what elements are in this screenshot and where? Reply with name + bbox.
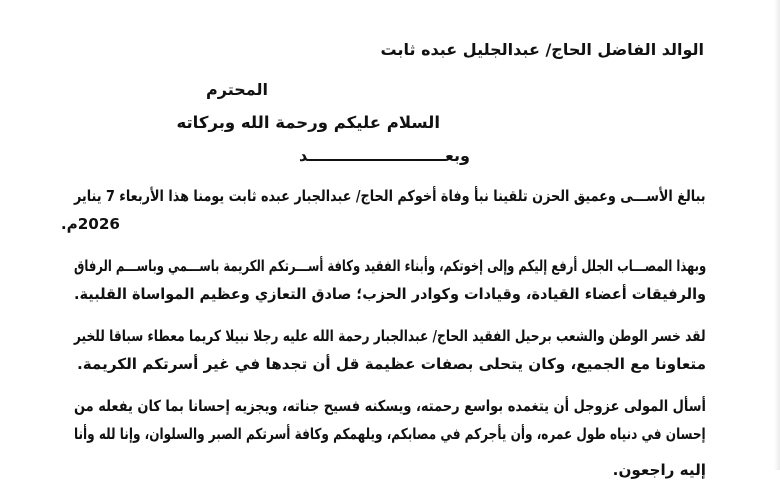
paragraph-2-line-2: والرفيقات أعضاء القيادة، وقيادات وكوادر الحزب؛ صادق التعازي وعظيم المواساة القلبية.: [73, 285, 706, 303]
opening-line: وبعـــــــــــــــــــــــــد: [299, 146, 470, 165]
paragraph-2-line-1: وبهذا المصـــاب الجلل أرفع إليكم وإلى إخوتكم، وأبناء الفقيد وكافة أســـرتكم الكريمة باســـمي وباســـم الرفاق: [73, 257, 706, 275]
paragraph-3-line-2: متعاونا مع الجميع، وكان يتحلى بصفات عظيمة قل أن تجدها في غير أسرتكم الكريمة.: [76, 355, 706, 373]
paragraph-1-line-1: ببالغ الأســـى وعميق الحزن تلقينا نبأ وفاة أخوكم الحاج/ عبدالجبار عبده ثابت يومنا هذا الأربعاء 7 يناير: [74, 187, 706, 205]
addressee-line: الوالد الفاضل الحاج/ عبدالجليل عبده ثابت: [380, 40, 704, 59]
paragraph-4-line-3: إليه راجعون.: [612, 461, 706, 479]
paragraph-3-line-1: لقد خسر الوطن والشعب برحيل الفقيد الحاج/ عبدالجبار رحمة الله عليه رجلا نبيلا كريما معطاء سباقا للخير: [74, 327, 706, 345]
page-edge-shadow: [774, 0, 780, 470]
paragraph-1-line-2: 2026م.: [60, 215, 120, 233]
greeting-line: السلام عليكم ورحمة الله وبركاته: [176, 113, 440, 132]
paragraph-4-line-2: إحسان في دنياه طول عمره، وأن يأجركم في مصابكم، ويلهمكم وكافة أسرتكم الصبر والسلوان، وإنا لله وأنا: [74, 425, 706, 443]
honorific-line: المحترم: [206, 80, 268, 99]
paragraph-4-line-1: أسأل المولى عزوجل أن يتغمده بواسع رحمته، ويسكنه فسيح جناته، ويجزيه إحسانا بما كان يفعله من: [74, 397, 706, 415]
